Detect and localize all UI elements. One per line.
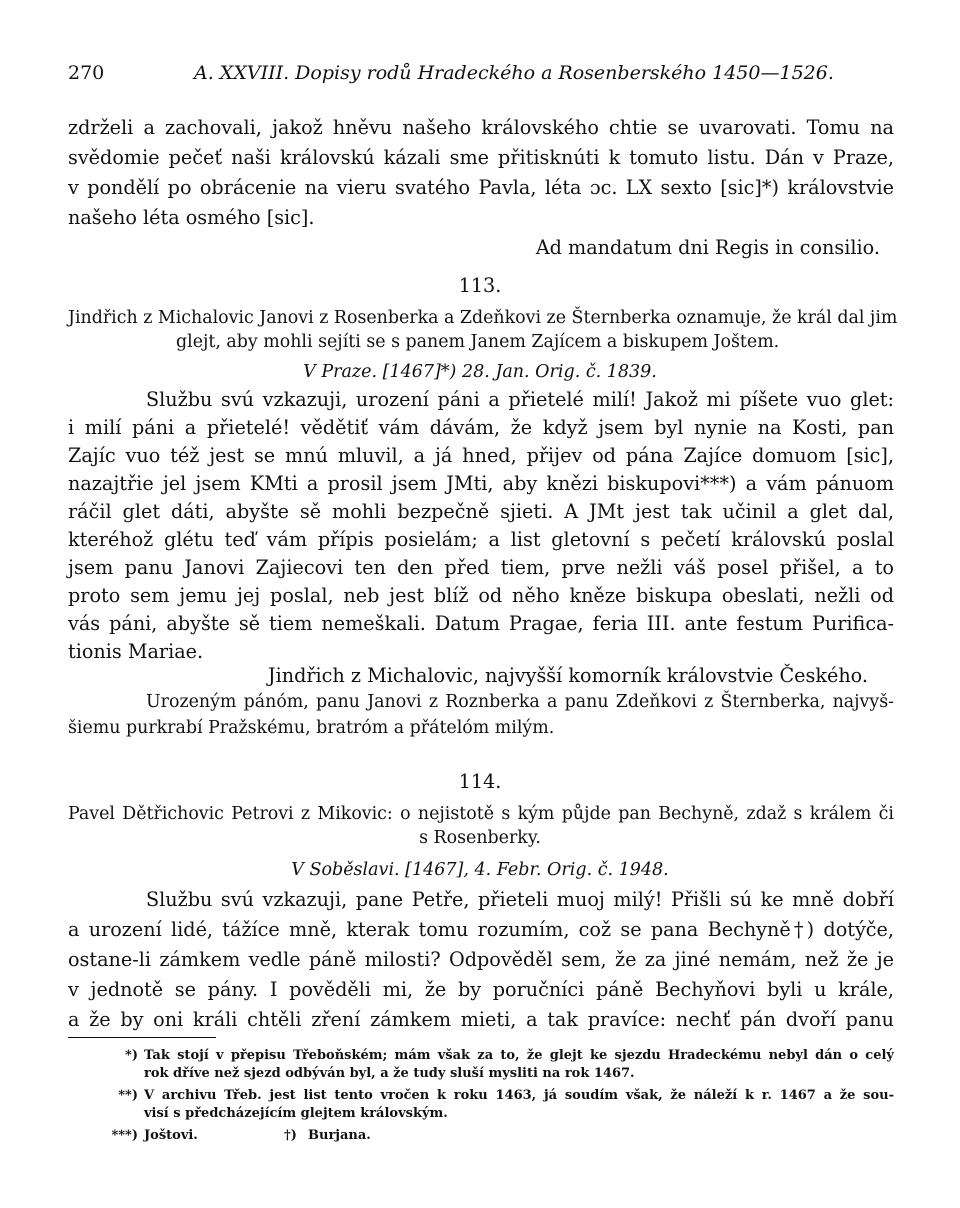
running-title: A. XXVIII. Dopisy rodů Hradeckého a Rosenberského 1450—1526. [194, 62, 834, 84]
footnote-line: Burjana. [308, 1128, 371, 1143]
text-line: ostane-li zámkem vedle páně milosti? Odpověděl sem, že za jiné nemám, než že je [68, 948, 894, 971]
regest-line: Jindřich z Michalovic Janovi z Rosenberka a Zdeňkovi ze Šternberka oznamuje, že král dal jim [68, 308, 898, 328]
text-line: Službu svú vzkazuji, pane Petře, přieteli muoj milý! Přišli sú ke mně dobří [146, 888, 894, 911]
text-line: zdrželi a zachovali, jakož hněvu našeho královského chtie se uvarovati. Tomu na [68, 116, 894, 139]
footnote-mark: **) [118, 1088, 138, 1103]
text-line: a že by oni králi chtěli zření zámkem mieti, a tak pravíce: nechť pán dvoří panu [68, 1008, 894, 1031]
document-number: 113. [458, 274, 502, 297]
footnote-mark: ***) [111, 1128, 138, 1143]
signature: Jindřich z Michalovic, najvyšší komorník královstvie Českého. [267, 664, 868, 687]
regest-line: Pavel Dětřichovic Petrovi z Mikovic: o nejistotě s kým půjde pan Bechyně, zdaž s králem či [68, 804, 894, 824]
text-line: našeho léta osmého [sic]. [68, 206, 315, 229]
footnote-line: V archivu Třeb. jest list tento vročen k roku 1463, já soudím však, že náleží k r. 1467 a že sou- [144, 1088, 894, 1103]
regest-line: s Rosenberky. [419, 828, 541, 848]
footnote-line: Tak stojí v přepisu Třeboňském; mám však za to, že glejt ke sjezdu Hradeckému nebyl dán o celý [144, 1048, 894, 1063]
text-line: nazajtřie jel jsem KMti a prosil jsem JMti, aby knězi biskupovi***) a vám pánuom [68, 472, 894, 495]
text-line: Službu svú vzkazuji, urození páni a přietelé milí! Jakož mi píšete vuo glet: [146, 388, 894, 411]
text-line: v pondělí po obrácenie na vieru svatého Pavla, léta ɔc. LX sexto [sic]*) královstvie [68, 176, 894, 199]
text-line: v jednotě se pány. I pověděli mi, že by poručníci páně Bechyňovi byli u krále, [68, 978, 894, 1001]
address-line: Urozeným pánóm, panu Janovi z Roznberka a panu Zdeňkovi z Šternberka, najvyš- [146, 692, 894, 712]
dating-line: V Soběslavi. [1467], 4. Febr. Orig. č. 1948. [291, 860, 669, 880]
document-number: 114. [458, 770, 502, 793]
footnote-mark: †) [284, 1128, 297, 1143]
footnote-mark: *) [125, 1048, 138, 1063]
footnote-line: Joštovi. [144, 1128, 198, 1143]
footnote-line: rok dříve než sjezd odbýván byl, a že tudy sluší mysliti na rok 1467. [144, 1066, 635, 1081]
text-line: jsem panu Janovi Zajiecovi ten den před tiem, prve nežli váš posel přišel, a to [68, 556, 894, 579]
closing-formula: Ad mandatum dni Regis in consilio. [535, 236, 880, 259]
text-line: kteréhož glétu teď vám přípis posielám; a list gletovní s pečetí královskú poslal [68, 528, 894, 551]
text-line: ráčil glet dáti, abyšte sě mohli bezpečně sjieti. A JMt jest tak učinil a glet dal, [68, 500, 894, 523]
text-line: svědomie pečeť naši královskú kázali sme přitisknúti k tomuto listu. Dán v Praze, [68, 146, 894, 169]
page-header [68, 62, 892, 92]
text-line: a urození lidé, tážíce mně, kterak tomu rozumím, což se pana Bechyně†) dotýče, [68, 918, 894, 941]
address-line: šiemu purkrabí Pražskému, bratróm a přátelóm milým. [68, 718, 555, 738]
text-line: vás páni, abyšte sě tiem nemeškali. Datum Pragae, feria III. ante festum Purifica- [68, 612, 894, 635]
dating-line: V Praze. [1467]*) 28. Jan. Orig. č. 1839. [303, 362, 657, 382]
text-line: tionis Mariae. [68, 640, 204, 663]
text-line: proto sem jemu jej poslal, neb jest blíž od něho kněze biskupa obeslati, nežli od [68, 584, 894, 607]
page-number: 270 [68, 62, 105, 84]
footnote-rule [68, 1037, 216, 1038]
text-line: i milí páni a přietelé! vědětiť vám dávám, že když jsem byl nynie na Kosti, pan [68, 416, 894, 439]
footnote-line: visí s předcházejícím glejtem královským. [144, 1106, 448, 1121]
regest-line: glejt, aby mohli sejíti se s panem Janem Zajícem a biskupem Joštem. [176, 332, 780, 352]
text-line: Zajíc vuo též jest se mnú mluvil, a já hned, přijev od pána Zajíce domuom [sic], [68, 444, 894, 467]
